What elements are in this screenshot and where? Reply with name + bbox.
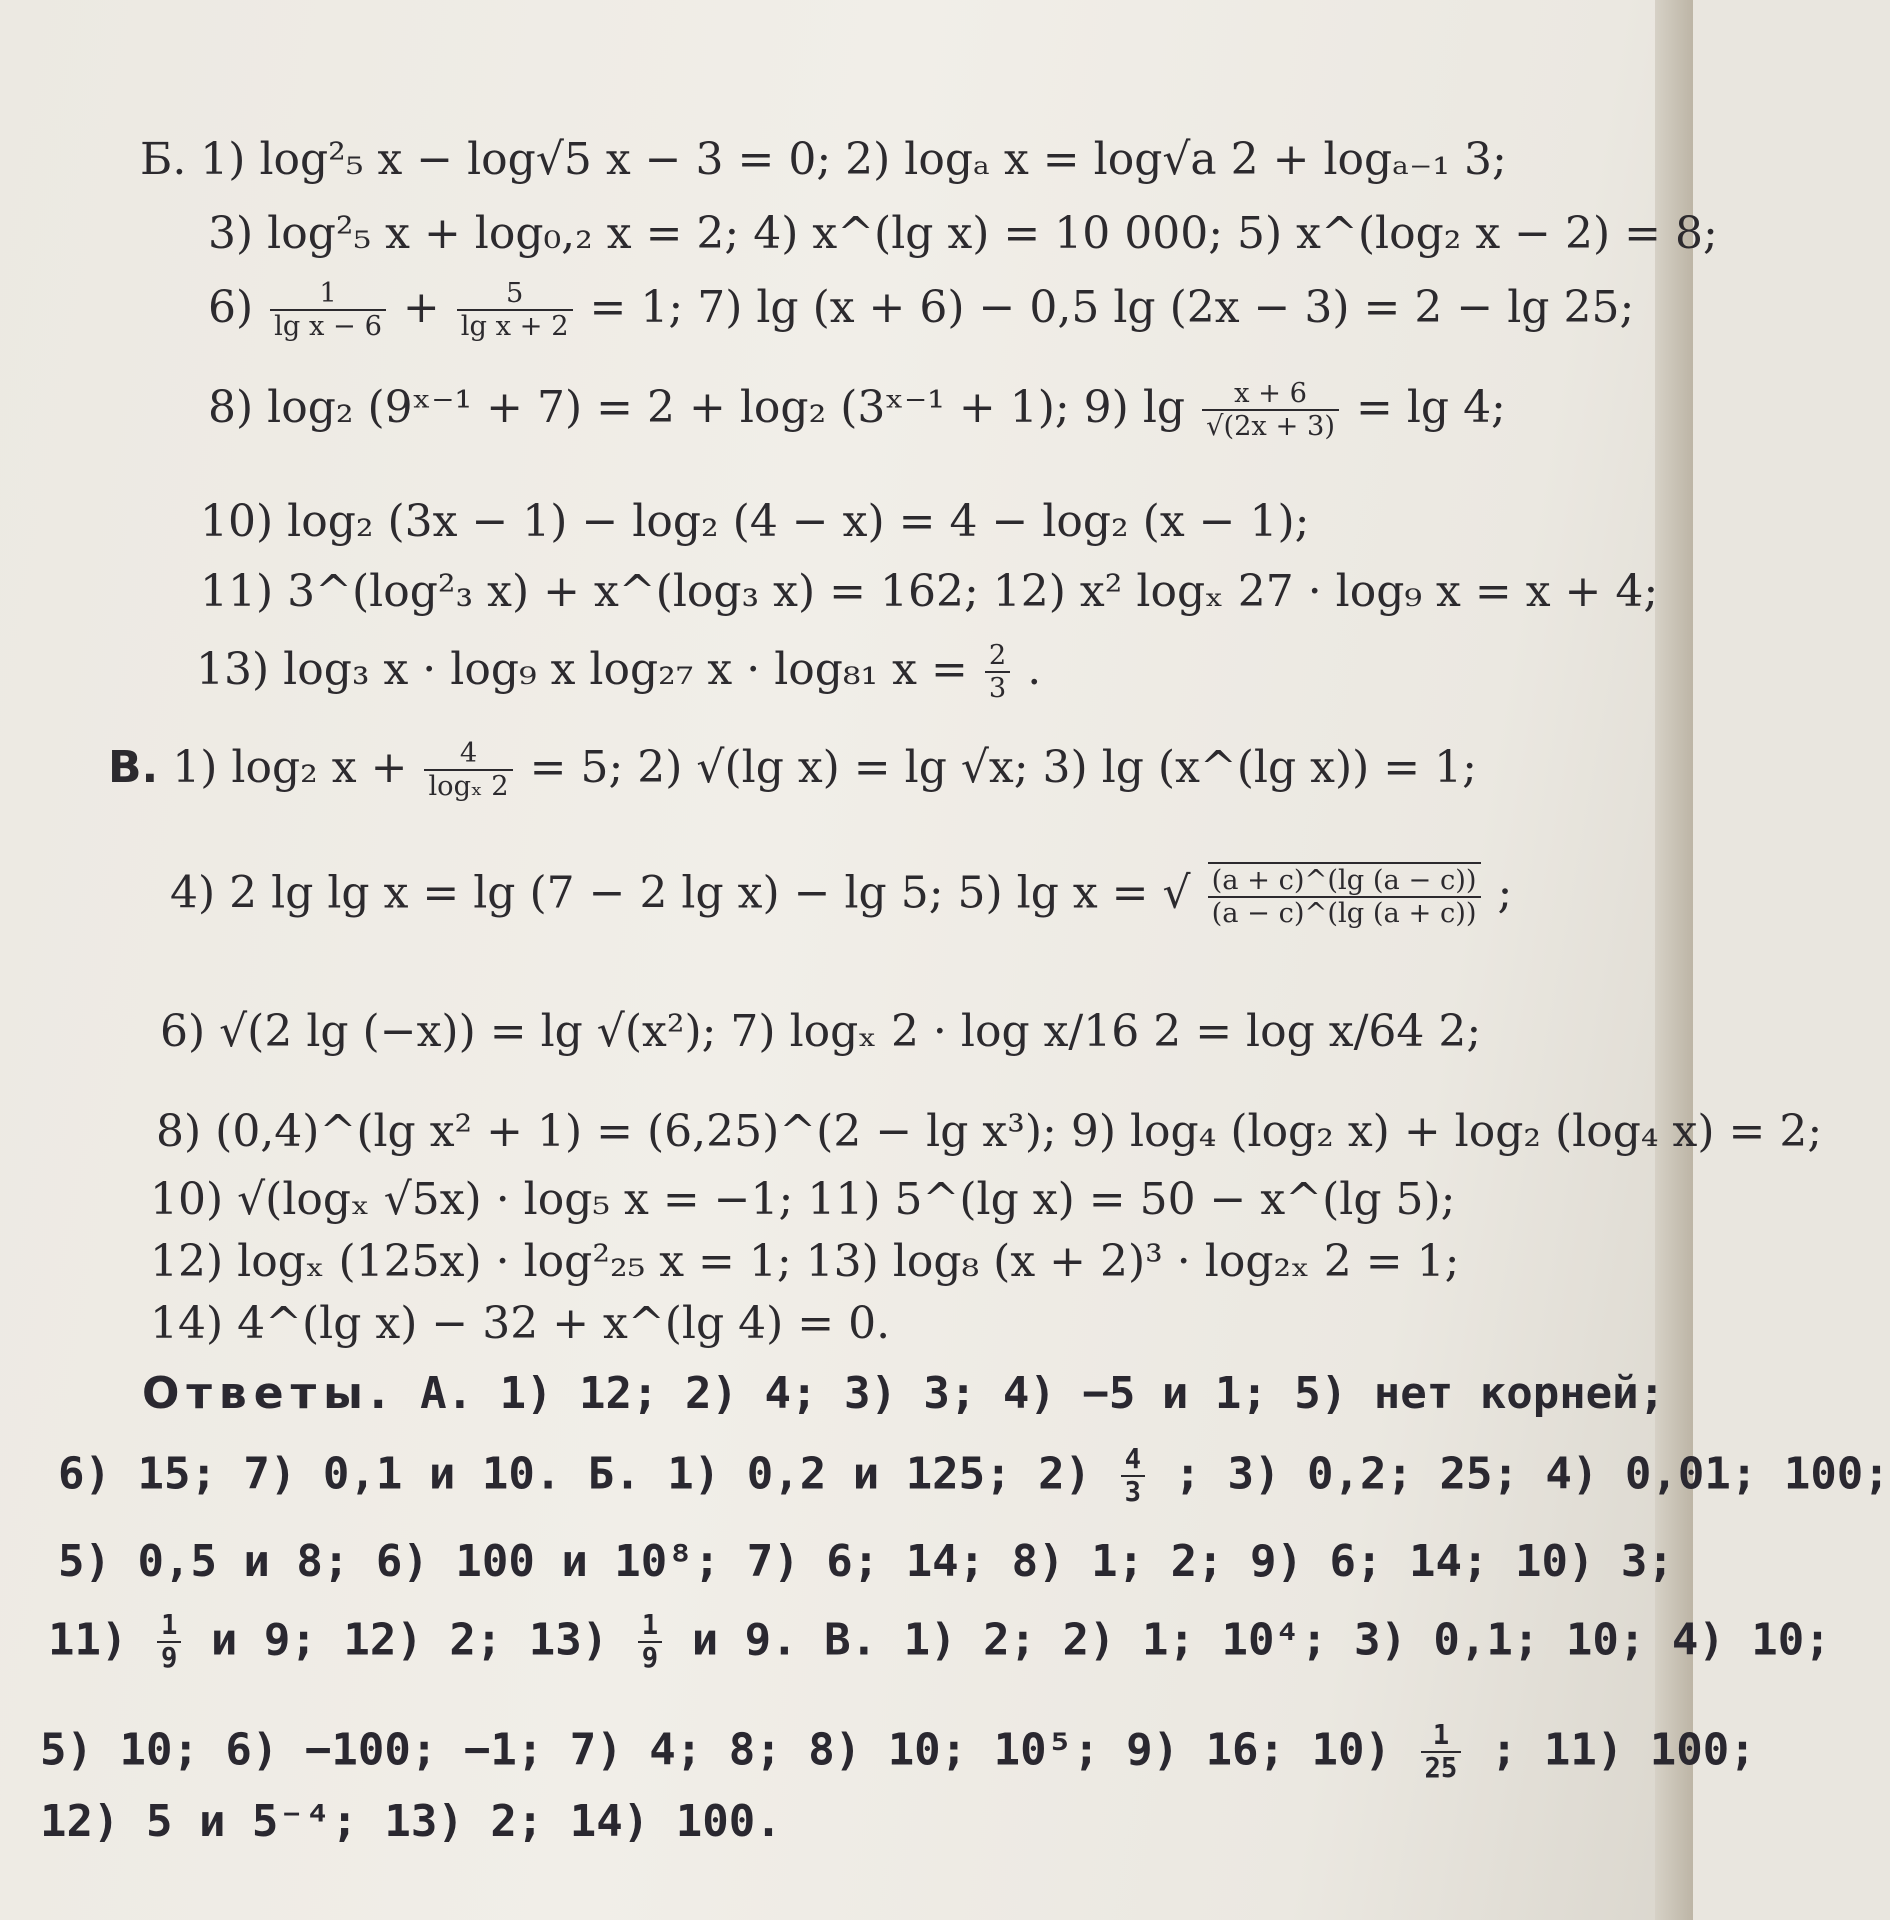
problem-v4-lead: 4) 2 lg lg x = lg (7 − 2 lg x) − lg 5; 5) lg x = √ (170, 867, 1191, 919)
problem-b1: Б. 1) log²₅ x − log√5 x − 3 = 0; 2) logₐ x = log√a 2 + logₐ₋₁ 3; (140, 134, 1507, 185)
problem-b6 (208, 278, 1634, 343)
answers-line-5 (40, 1720, 1756, 1785)
problem-v8: 8) (0,4)^(lg x² + 1) = (6,25)^(2 − lg x³); 9) log₄ (log₂ x) + log₂ (log₄ x) = 2; (156, 1106, 1823, 1157)
problem-b10: 10) log₂ (3x − 1) − log₂ (4 − x) = 4 − log₂ (x − 1); (200, 496, 1310, 547)
answers-line-6: 12) 5 и 5⁻⁴; 13) 2; 14) 100. (40, 1796, 782, 1847)
answers-line-2 (58, 1444, 1890, 1509)
answers-line-1 (142, 1368, 1666, 1419)
problem-b8 (208, 378, 1506, 443)
problem-v6: 6) √(2 lg (−x)) = lg √(x²); 7) logₓ 2 · log x/16 2 = log x/64 2; (160, 1006, 1482, 1057)
problem-b11: 11) 3^(log²₃ x) + x^(log₃ x) = 162; 12) x² logₓ 27 · log₉ x = x + 4; (200, 566, 1659, 617)
answers-l2-a: 6) 15; 7) 0,1 и 10. Б. 1) 0,2 и 125; 2) (58, 1448, 1092, 1500)
fraction: $\frac{1}{25}$ (1421, 1720, 1462, 1785)
section-label-v: В. (108, 741, 159, 793)
fraction: $\frac{(a + c)\^{}(\lg (a - c))}{(a - c)\^{}(\lg (a + c))}$ (1208, 862, 1481, 930)
fraction: $\frac{2}{3}$ (985, 640, 1010, 705)
problem-v14: 14) 4^(lg x) − 32 + x^(lg 4) = 0. (150, 1298, 891, 1349)
answers-line-4 (48, 1610, 1831, 1675)
problem-b13-lead: 13) log₃ x · log₉ x log₂₇ x · log₈₁ x = (196, 643, 968, 695)
problem-v1 (108, 738, 1477, 803)
fraction: $\frac{x + 6}{√(2x + 3)}$ (1202, 378, 1339, 443)
answers-l1-text: А. 1) 12; 2) 4; 3) 3; 4) −5 и 1; 5) нет корней; (420, 1368, 1666, 1419)
answers-l5-text: 5) 10; 6) −100; −1; 7) 4; 8; 8) 10; 10⁵; 9) 16; 10) (40, 1724, 1392, 1776)
problem-b13 (196, 640, 1041, 705)
answers-l2-b: ; 3) 0,2; 25; 4) 0,01; 100; (1174, 1448, 1890, 1500)
problem-b6-lead: 6) (208, 281, 254, 333)
problem-v10: 10) √(logₓ √5x) · log₅ x = −1; 11) 5^(lg x) = 50 − x^(lg 5); (150, 1174, 1456, 1225)
answers-l5-end: ; 11) 100; (1490, 1724, 1756, 1776)
answers-line-3: 5) 0,5 и 8; 6) 100 и 10⁸; 7) 6; 14; 8) 1; 2; 9) 6; 14; 10) 3; (58, 1536, 1674, 1587)
answers-l4-c: и 9. В. 1) 2; 2) 1; 10⁴; 3) 0,1; 10; 4) 10; (691, 1614, 1831, 1666)
answers-l4-a: 11) (48, 1614, 128, 1666)
problem-b8-rest: = lg 4; (1355, 381, 1506, 433)
problem-v1-lead: 1) log₂ x + (172, 741, 408, 793)
problem-b3: 3) log²₅ x + log₀,₂ x = 2; 4) x^(lg x) = 10 000; 5) x^(log₂ x − 2) = 8; (208, 208, 1718, 259)
problem-v4-rest: ; (1497, 867, 1513, 919)
plus-sign: + (402, 281, 440, 333)
fraction: $\frac{1}{9}$ (157, 1610, 181, 1675)
answers-l4-b: и 9; 12) 2; 13) (210, 1614, 609, 1666)
problem-v1-rest: = 5; 2) √(lg x) = lg √x; 3) lg (x^(lg x)) = 1; (529, 741, 1477, 793)
fraction: $\frac{1}{9}$ (638, 1610, 662, 1675)
problem-v12: 12) logₓ (125x) · log²₂₅ x = 1; 13) log₈ (x + 2)³ · log₂ₓ 2 = 1; (150, 1236, 1460, 1287)
fraction: $\frac{5}{\text{lg x + 2}}$ (457, 278, 573, 343)
problem-b13-rest: . (1027, 643, 1042, 695)
answers-heading: Ответы. (142, 1368, 394, 1419)
fraction: $\frac{4}{\text{logₓ 2}}$ (424, 738, 512, 803)
fraction: $\frac{1}{\text{lg x − 6}}$ (270, 278, 386, 343)
fraction: $\frac{4}{3}$ (1121, 1444, 1145, 1509)
problem-v4 (170, 862, 1512, 930)
problem-b8-lead: 8) log₂ (9ˣ⁻¹ + 7) = 2 + log₂ (3ˣ⁻¹ + 1); 9) lg (208, 381, 1186, 433)
problem-b6-rest: = 1; 7) lg (x + 6) − 0,5 lg (2x − 3) = 2 − lg 25; (589, 281, 1635, 333)
